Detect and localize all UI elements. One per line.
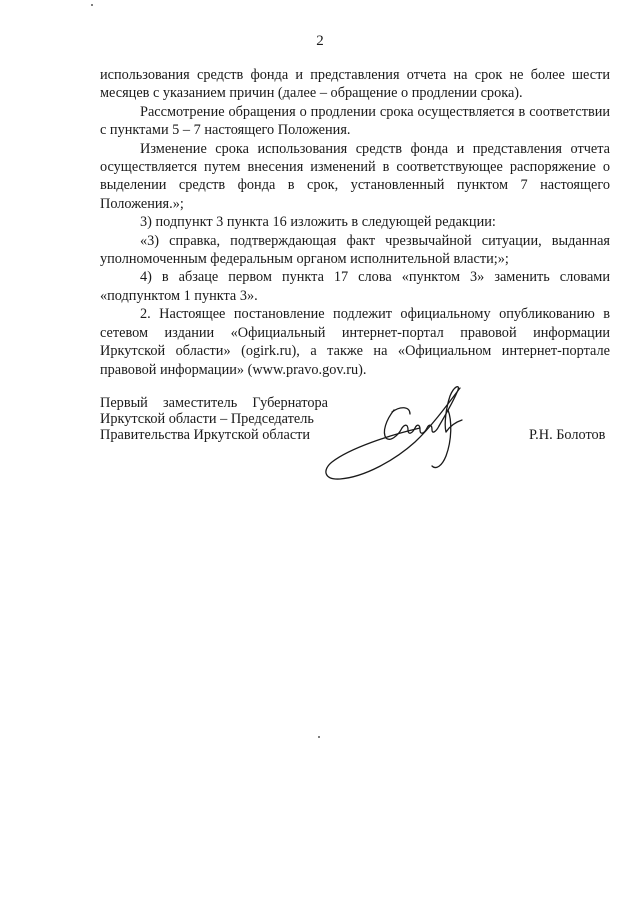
paragraph-amendment-3-text: «3) справка, подтверждающая факт чрезвычайной ситуации, выданная уполномоченным федеральным органом исполнительной власти;»; [100,232,610,268]
paragraph-continuation: использования средств фонда и представления отчета на срок не более шести месяцев с указанием причин (далее – обращение о продлении срока). [100,67,610,102]
paragraph-amendment-3: 3) подпункт 3 пункта 16 изложить в следующей редакции: [140,214,496,231]
paragraph-extension-review: Рассмотрение обращения о продлении срока осуществляется в соответствии с пунктами 5 – 7 настоящего Положения. [100,103,610,139]
paragraph-amendment-4: 4) в абзаце первом пункта 17 слова «пунктом 3» заменить словами «подпунктом 1 пункта 3». [100,269,610,304]
paragraph-deadline-change: Изменение срока использования средств фонда и представления отчета осуществляется путем внесения изменений в соответствующее распоряжение о выделении средств фонда в срок, установленный пунктом 7 настоящего Положения.»; [100,140,610,212]
signatory-position-line: Правительства Иркутской области [100,427,311,443]
scan-artifact-dot [91,4,93,6]
signatory-position [100,395,328,443]
page-number: 2 [316,33,324,49]
signatory-position-line: Иркутской области – Председатель [100,411,314,427]
scan-artifact-dot [318,736,320,738]
handwritten-signature [320,380,480,490]
signatory-position-line: Первый заместитель Губернатора [100,395,328,411]
paragraph-publication: 2. Настоящее постановление подлежит официальному опубликованию в сетевом издании «Официальный интернет-портал правовой информации Иркутской области» (ogirk.ru), а также на «Официальном интернет-портале правовой информации» (www.pravo.gov.ru). [100,306,610,378]
signer-name: Р.Н. Болотов [529,427,606,443]
document-body [100,66,610,379]
